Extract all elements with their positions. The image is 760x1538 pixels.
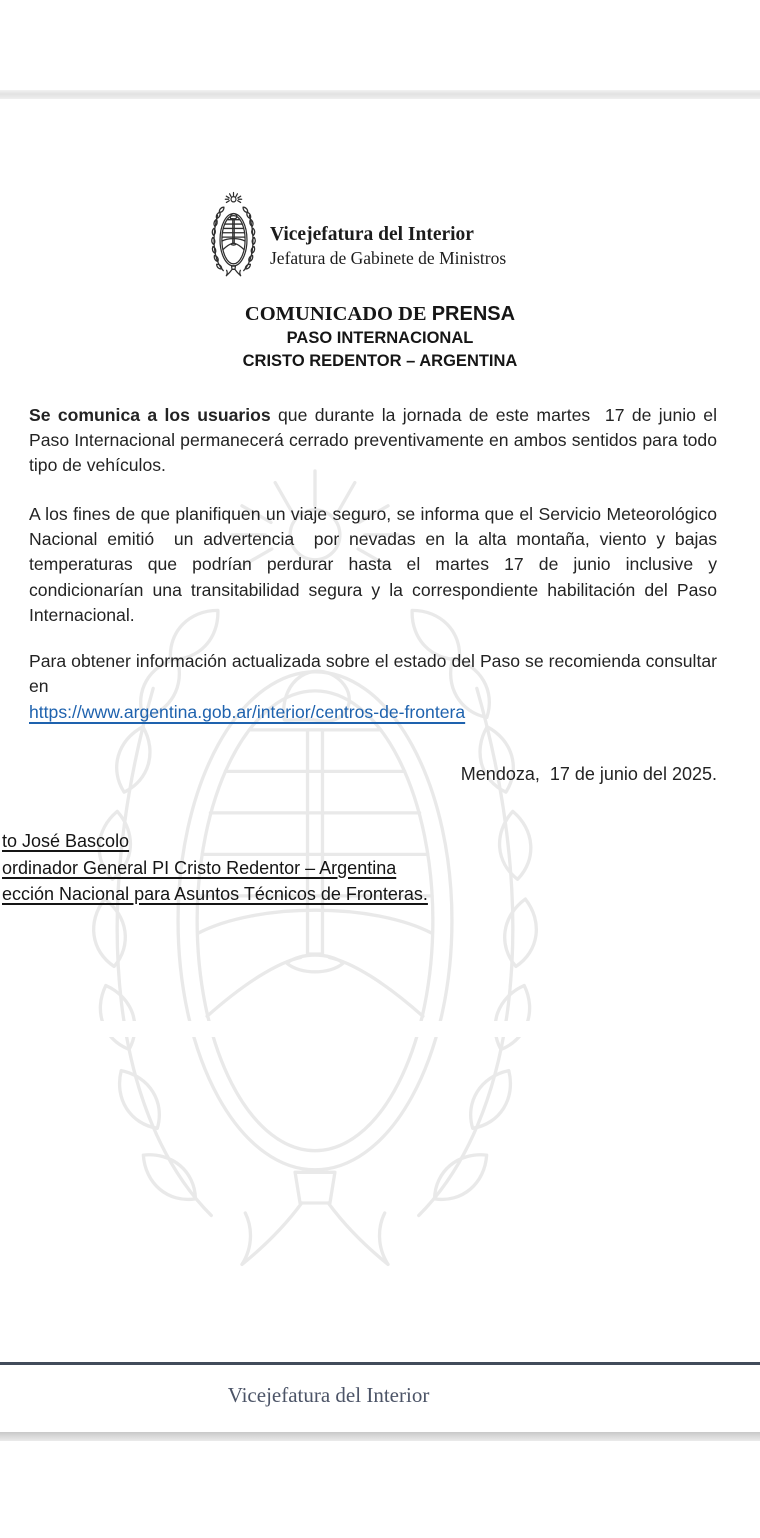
paragraph-2: A los fines de que planifiquen un viaje seguro, se informa que el Servicio Meteorológico Nacional emitió un advertencia por nevadas en la alta montaña, viento y bajas temperaturas que podrían perdurar hasta el martes 17 de junio inclusive y condicionarían una transitabilidad segura y la correspondiente habilitación del Paso Internacional.: [29, 504, 722, 625]
coat-of-arms-icon: [209, 191, 258, 278]
paragraph-3: Para obtener información actualizada sobre el estado del Paso se recomienda consultar en: [29, 651, 722, 697]
footer-rule: [0, 1362, 760, 1365]
document-title: [30, 302, 730, 327]
dateline: Mendoza, 17 de junio del 2025.: [460, 764, 717, 784]
letterhead-logo: [209, 191, 258, 278]
letterhead-org-parent: Jefatura de Gabinete de Ministros: [270, 248, 507, 268]
document-subtitle-2: CRISTO REDENTOR – ARGENTINA: [242, 352, 518, 370]
letterhead: [270, 222, 506, 269]
letterhead-org-name: Vicejefatura del Interior: [270, 224, 474, 245]
document-title-serif-part: COMUNICADO DE: [244, 303, 432, 325]
signature-name: to José Bascolo: [2, 831, 130, 851]
signature-block: [2, 828, 428, 908]
signature-department: ección Nacional para Asuntos Técnicos de Fronteras.: [2, 884, 428, 904]
signature-title: ordinador General PI Cristo Redentor – Argentina: [2, 857, 397, 878]
document-headings: [30, 302, 730, 373]
paragraph-1: [29, 403, 722, 479]
paragraph-1-bold-lead: Se comunica a los usuarios: [29, 405, 271, 425]
paragraph-1-rest: que durante la jornada de este martes 17 de junio el Paso Internacional permanecerá cerrado preventivamente en ambos sentidos para todo tipo de vehículos.: [29, 405, 722, 476]
footer-label: Vicejefatura del Interior: [227, 1383, 430, 1407]
frontier-centers-link[interactable]: https://www.argentina.gob.ar/interior/centros-de-frontera: [29, 702, 466, 722]
document-title-sans-part: PRENSA: [431, 303, 516, 325]
document-subtitle-1: PASO INTERNACIONAL: [286, 329, 474, 347]
